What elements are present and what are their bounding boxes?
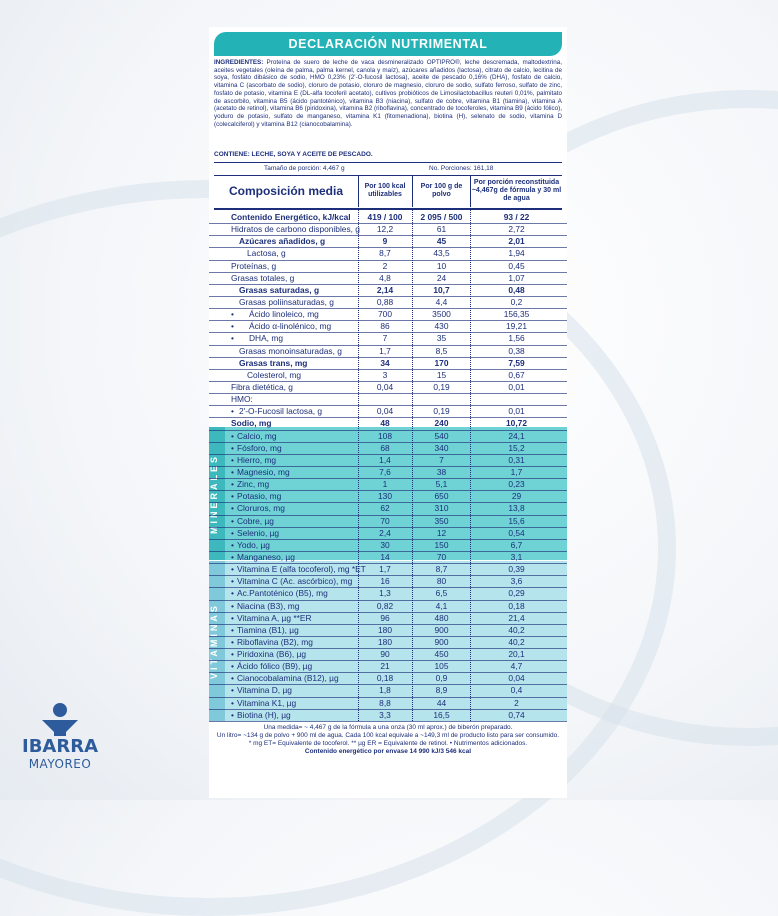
header-divider xyxy=(470,175,471,207)
nutrient-value-c1: 8,7 xyxy=(379,248,391,259)
table-row xyxy=(209,637,567,649)
nutrient-label: Cobre, µg xyxy=(237,515,274,526)
nutrient-value-c3: 20,1 xyxy=(508,649,525,660)
portion-row xyxy=(214,162,562,176)
table-row xyxy=(209,309,567,321)
footnote-energy-total: Contenido energético por envase 14 990 kJ/3 546 kcal xyxy=(304,748,472,756)
table-row xyxy=(209,649,567,661)
footnotes xyxy=(214,724,562,756)
nutrient-value-c1: 2 xyxy=(382,260,388,271)
added-nutrient-bullet-icon: • xyxy=(231,539,234,550)
nutrient-value-c1: 12,2 xyxy=(376,224,394,235)
nutrient-value-c1: 130 xyxy=(378,491,392,502)
nutrient-value-c3: 0,39 xyxy=(508,564,525,575)
nutrient-value-c2: 3500 xyxy=(432,309,451,320)
table-row xyxy=(209,321,567,333)
added-nutrient-bullet-icon: • xyxy=(231,466,234,477)
table-row xyxy=(209,273,567,285)
nutrient-label: Selenio, µg xyxy=(237,527,280,538)
nutrient-label: Sodio, mg xyxy=(231,418,272,429)
nutrient-value-c2: 70 xyxy=(436,551,447,562)
nutrient-value-c2: 10,7 xyxy=(433,284,450,295)
added-nutrient-bullet-icon: • xyxy=(231,600,234,611)
nutrient-value-c2: 650 xyxy=(434,491,449,502)
table-row xyxy=(209,479,567,491)
added-nutrient-bullet-icon: • xyxy=(231,442,234,453)
nutrient-value-c1: 0,04 xyxy=(376,381,394,392)
table-row xyxy=(209,685,567,697)
nutrient-label: Fósforo, mg xyxy=(237,442,282,453)
nutrient-value-c2: 8,7 xyxy=(435,564,448,575)
table-row xyxy=(209,467,567,479)
nutrient-value-c1: 1,3 xyxy=(379,588,391,599)
header-divider xyxy=(412,175,413,207)
nutrient-value-c3: 0,74 xyxy=(508,709,525,720)
nutrient-label: Riboflavina (B2), mg xyxy=(237,636,313,647)
nutrient-label: Biotina (H), µg xyxy=(237,709,291,720)
table-row xyxy=(209,333,567,345)
nutrient-value-c3: 40,2 xyxy=(508,636,525,647)
nutrient-label: Ac.Pantoténico (B5), mg xyxy=(237,588,328,599)
nutrient-label: Vitamina A, µg **ER xyxy=(237,612,312,623)
nutrient-value-c1: 0,04 xyxy=(376,406,394,417)
nutrient-value-c2: 35 xyxy=(436,333,447,344)
nutrient-value-c2: 38 xyxy=(436,466,447,477)
added-nutrient-bullet-icon: • xyxy=(231,479,234,490)
table-row xyxy=(209,673,567,685)
table-row xyxy=(209,625,567,637)
table-row xyxy=(209,455,567,467)
nutrient-value-c2: 16,5 xyxy=(433,709,450,720)
nutrient-value-c2: 80 xyxy=(436,576,447,587)
nutrition-label xyxy=(209,27,567,798)
nutrient-value-c1: 2,4 xyxy=(379,527,391,538)
nutrient-value-c1: 1,4 xyxy=(379,454,391,465)
nutrient-value-c2: 24 xyxy=(436,272,447,283)
ingredients-block xyxy=(214,59,562,128)
nutrient-value-c3: 40,2 xyxy=(508,624,525,635)
table-row xyxy=(209,588,567,600)
nutrient-label: Proteínas, g xyxy=(231,260,277,271)
nutrient-value-c1: 7 xyxy=(382,333,388,344)
table-row xyxy=(209,491,567,503)
nutrient-value-c1: 21 xyxy=(380,661,390,672)
nutrient-value-c1: 68 xyxy=(380,442,390,453)
table-row xyxy=(209,516,567,528)
nutrient-value-c2: 240 xyxy=(434,418,449,429)
added-nutrient-bullet-icon: • xyxy=(231,551,234,562)
nutrient-value-c2: 540 xyxy=(434,430,449,441)
nutrient-value-c3: 0,01 xyxy=(508,381,525,392)
nutrient-value-c3: 0,04 xyxy=(508,673,525,684)
nutrient-value-c3: 0,54 xyxy=(508,527,525,538)
nutrient-value-c3: 29 xyxy=(511,491,522,502)
added-nutrient-bullet-icon: • xyxy=(231,612,234,623)
nutrient-value-c3: 0,01 xyxy=(508,406,525,417)
nutrient-value-c1: 1,7 xyxy=(379,564,391,575)
added-nutrient-bullet-icon: • xyxy=(231,309,234,320)
nutrient-label: Yodo, µg xyxy=(237,539,270,550)
nutrient-value-c3: 2,72 xyxy=(508,224,525,235)
nutrient-value-c3: 15,2 xyxy=(508,442,525,453)
nutrient-value-c3: 0,48 xyxy=(508,284,525,295)
nutrient-label: Contenido Energético, kJ/kcal xyxy=(231,212,351,222)
nutrient-value-c1: 1,8 xyxy=(379,685,391,696)
table-row xyxy=(209,224,567,236)
nutrient-label: Ácido α-linolénico, mg xyxy=(249,321,332,332)
nutrient-label: Grasas trans, mg xyxy=(239,357,308,368)
table-row xyxy=(209,601,567,613)
table-row xyxy=(209,406,567,418)
table-row xyxy=(209,261,567,273)
nutrient-label: Niacina (B3), mg xyxy=(237,600,300,611)
nutrient-value-c2: 450 xyxy=(434,649,449,660)
table-row xyxy=(209,394,567,406)
nutrient-value-c2: 170 xyxy=(434,357,449,368)
nutrient-value-c2: 310 xyxy=(434,503,449,514)
nutrient-value-c3: 3,1 xyxy=(510,551,523,562)
added-nutrient-bullet-icon: • xyxy=(231,430,234,441)
nutrient-value-c3: 0,18 xyxy=(508,600,525,611)
nutrient-value-c3: 1,94 xyxy=(508,248,525,259)
portion-size: Tamaño de porción: 4,467 g xyxy=(264,165,345,172)
nutrient-value-c1: 1,7 xyxy=(379,345,391,356)
header-per-100kcal: Por 100 kcal utilizables xyxy=(364,183,406,198)
table-row xyxy=(209,564,567,576)
table-row xyxy=(209,661,567,673)
nutrient-label: Ácido fólico (B9), µg xyxy=(237,661,313,672)
nutrient-label: Fibra dietética, g xyxy=(231,381,293,392)
nutrient-value-c2: 8,5 xyxy=(435,345,448,356)
nutrient-value-c2: 4,4 xyxy=(435,296,448,307)
nutrient-value-c1: 180 xyxy=(378,636,392,647)
logo-name: IBARRA xyxy=(22,736,98,757)
nutrient-value-c1: 7,6 xyxy=(379,466,391,477)
footnote-liter: Un litro= ~134 g de polvo + 900 ml de agua. Cada 100 kcal equivale a ~149,3 ml de producto listo para ser consumido. xyxy=(216,732,560,740)
nutrient-value-c1: 4,8 xyxy=(379,272,391,283)
table-row xyxy=(209,698,567,710)
nutrient-value-c1: 2,14 xyxy=(376,284,394,295)
label-title: DECLARACIÓN NUTRIMENTAL xyxy=(214,32,562,56)
nutrient-value-c1: 30 xyxy=(380,539,390,550)
nutrient-label: Hierro, mg xyxy=(237,454,277,465)
nutrient-label: Grasas poliinsaturadas, g xyxy=(239,296,334,307)
nutrient-value-c2: 2 095 / 500 xyxy=(420,212,463,222)
nutrient-label: Vitamina E (alfa tocoferol), mg *ET xyxy=(237,564,366,575)
nutrient-value-c3: 93 / 22 xyxy=(503,212,530,222)
nutrient-value-c3: 4,7 xyxy=(510,661,523,672)
nutrient-value-c3: 15,6 xyxy=(508,515,525,526)
nutrient-label: 2'-O-Fucosil lactosa, g xyxy=(239,406,323,417)
nutrient-label: Grasas totales, g xyxy=(231,272,295,283)
table-row xyxy=(209,285,567,297)
nutrient-value-c1: 0,88 xyxy=(376,296,394,307)
nutrient-label: HMO: xyxy=(231,394,253,405)
nutrient-value-c3: 13,8 xyxy=(508,503,525,514)
added-nutrient-bullet-icon: • xyxy=(231,333,234,344)
added-nutrient-bullet-icon: • xyxy=(231,661,234,672)
nutrient-value-c2: 0,19 xyxy=(433,406,450,417)
nutrient-value-c1: 108 xyxy=(378,430,392,441)
table-row xyxy=(209,540,567,552)
nutrient-label: DHA, mg xyxy=(249,333,283,344)
nutrient-value-c3: 0,4 xyxy=(510,685,523,696)
added-nutrient-bullet-icon: • xyxy=(231,649,234,660)
nutrient-value-c1: 14 xyxy=(380,551,390,562)
added-nutrient-bullet-icon: • xyxy=(231,685,234,696)
nutrient-value-c1: 700 xyxy=(378,309,392,320)
nutrient-value-c3: 3,6 xyxy=(510,576,523,587)
added-nutrient-bullet-icon: • xyxy=(231,406,234,417)
nutrient-value-c3: 0,31 xyxy=(508,454,525,465)
ingredients-label: INGREDIENTES: xyxy=(214,59,264,66)
header-per-portion: Por porción reconstituida ~4,467g de fórmula y 30 ml de agua xyxy=(471,179,562,202)
added-nutrient-bullet-icon: • xyxy=(231,491,234,502)
nutrient-value-c2: 900 xyxy=(434,636,449,647)
nutrient-label: Azúcares añadidos, g xyxy=(239,236,326,247)
nutrient-value-c2: 45 xyxy=(436,236,447,247)
nutrient-value-c1: 0,82 xyxy=(376,600,394,611)
nutrient-value-c2: 44 xyxy=(436,697,447,708)
nutrient-value-c1: 9 xyxy=(382,236,388,247)
nutrient-label: Vitamina C (Ac. ascórbico), mg xyxy=(237,576,353,587)
nutrient-label: Grasas saturadas, g xyxy=(239,284,320,295)
nutrient-value-c3: 24,1 xyxy=(508,430,525,441)
added-nutrient-bullet-icon: • xyxy=(231,709,234,720)
added-nutrient-bullet-icon: • xyxy=(231,564,234,575)
nutrient-value-c3: 0,67 xyxy=(508,369,525,380)
ingredients-text: Proteína de suero de leche de vaca desmineralizado OPTIPRO®, leche descremada, maltodextrina, aceites vegetales (oleína de palma, palma kernel, canola y maíz), azúcares añadidos (lactosa), citrato de calcio, lecitina de soya, fosfato dibásico de sodio, HMO 0,23% (2'-O-fucosil lactosa), aceite de pescado 0,16% (DHA), fosfato de calcio, vitamina C (ascorbato de sodio), cloruro de potasio, cloruro de magnesio, cloruro de sodio, sulfato ferroso, sulfato de zinc, fosfato de potasio, vitamina E (DL-alfa tocoferil acetato), cultivos probióticos de Limosilactobacillus reuteri 0,01%, palmitato de ascorbilo, vitamina B5 (ácido pantoténico), vitamina B3 (niacina), sulfato de cobre, vitamina B1 (tiamina), vitamina A (acetato de retinol), vitamina B6 (piridoxina), vitamina B2 (riboflavina), concentrado de tocoferoles, vitamina B9 (ácido fólico), yoduro de potasio, sulfato de manganeso, vitamina K1 (fitomenadiona), biotina (H), selenato de sodio, vitamina D (colecalciferol) y vitamina B12 (cianocobalamina). xyxy=(214,59,562,128)
table-row xyxy=(209,212,567,224)
nutrient-value-c1: 419 / 100 xyxy=(367,212,403,222)
logo-subtitle: MAYOREO xyxy=(28,757,92,771)
nutrient-value-c1: 1 xyxy=(382,479,388,490)
nutrient-label: Potasio, mg xyxy=(237,491,282,502)
table-row xyxy=(209,613,567,625)
nutrient-value-c2: 0,19 xyxy=(433,381,450,392)
footnote-measure: Una medida= ~ 4,467 g de la fórmula a una onza (30 ml aprox.) de biberón preparado. xyxy=(263,724,513,731)
added-nutrient-bullet-icon: • xyxy=(231,673,234,684)
nutrient-value-c3: 0,45 xyxy=(508,260,525,271)
table-row xyxy=(209,370,567,382)
nutrient-value-c2: 15 xyxy=(436,369,447,380)
nutrient-label: Ácido linoleico, mg xyxy=(249,309,319,320)
table-row xyxy=(209,503,567,515)
nutrient-value-c2: 0,9 xyxy=(435,673,448,684)
nutrient-label: Magnesio, mg xyxy=(237,466,290,477)
added-nutrient-bullet-icon: • xyxy=(231,503,234,514)
nutrient-value-c3: 1,56 xyxy=(508,333,525,344)
nutrient-label: Cianocobalamina (B12), µg xyxy=(237,673,339,684)
nutrient-label: Colesterol, mg xyxy=(247,369,301,380)
nutrient-value-c1: 0,18 xyxy=(376,673,394,684)
table-row xyxy=(209,236,567,248)
table-row xyxy=(209,382,567,394)
nutrient-value-c1: 16 xyxy=(380,576,390,587)
nutrient-table xyxy=(209,212,567,722)
portion-count: No. Porciones: 161,18 xyxy=(429,165,494,172)
nutrient-value-c1: 3,3 xyxy=(379,709,391,720)
footnote-equivalents: * mg ET= Equivalente de tocoferol. ** µg ER = Equivalente de retinol. • Nutrimentos adicionados. xyxy=(248,740,528,748)
nutrient-value-c2: 150 xyxy=(434,539,449,550)
nutrient-value-c3: 0,2 xyxy=(510,296,523,307)
nutrient-value-c2: 900 xyxy=(434,624,449,635)
table-row xyxy=(209,552,567,564)
nutrient-value-c1: 3 xyxy=(382,369,388,380)
nutrient-value-c1: 62 xyxy=(380,503,390,514)
table-row xyxy=(209,710,567,722)
nutrient-value-c3: 0,38 xyxy=(508,345,525,356)
nutrient-value-c2: 8,9 xyxy=(435,685,448,696)
header-divider xyxy=(358,175,359,207)
nutrient-label: Grasas monoinsaturadas, g xyxy=(239,345,342,356)
added-nutrient-bullet-icon: • xyxy=(231,636,234,647)
nutrient-value-c2: 12 xyxy=(436,527,447,538)
table-row xyxy=(209,528,567,540)
nutrient-label: Vitamina D, µg xyxy=(237,685,292,696)
nutrient-value-c3: 19,21 xyxy=(506,321,527,332)
table-row xyxy=(209,248,567,260)
added-nutrient-bullet-icon: • xyxy=(231,454,234,465)
minerals-section-label: MINERALES xyxy=(209,427,225,560)
nutrient-value-c1: 8,8 xyxy=(379,697,391,708)
nutrient-value-c2: 430 xyxy=(434,321,449,332)
nutrient-value-c3: 1,7 xyxy=(510,466,523,477)
nutrient-label: Vitamina K1, µg xyxy=(237,697,297,708)
nutrient-label: Hidratos de carbono disponibles, g xyxy=(231,224,360,235)
added-nutrient-bullet-icon: • xyxy=(231,515,234,526)
nutrient-value-c2: 480 xyxy=(434,612,449,623)
table-row xyxy=(209,443,567,455)
nutrient-value-c2: 6,5 xyxy=(435,588,448,599)
allergen-statement: CONTIENE: LECHE, SOYA Y ACEITE DE PESCADO. xyxy=(214,151,373,158)
added-nutrient-bullet-icon: • xyxy=(231,588,234,599)
nutrient-value-c1: 96 xyxy=(380,612,390,623)
added-nutrient-bullet-icon: • xyxy=(231,697,234,708)
table-row xyxy=(209,297,567,309)
nutrient-value-c3: 1,07 xyxy=(508,272,525,283)
added-nutrient-bullet-icon: • xyxy=(231,321,234,332)
nutrient-label: Manganeso, µg xyxy=(237,551,295,562)
nutrient-value-c3: 156,35 xyxy=(503,309,530,320)
nutrient-label: Zinc, mg xyxy=(237,479,270,490)
nutrient-value-c3: 0,23 xyxy=(508,479,525,490)
nutrient-value-c1: 86 xyxy=(380,321,390,332)
nutrient-value-c2: 10 xyxy=(436,260,447,271)
table-row xyxy=(209,358,567,370)
nutrient-value-c1: 180 xyxy=(378,624,392,635)
nutrient-value-c3: 10,72 xyxy=(506,418,527,429)
nutrient-value-c3: 6,7 xyxy=(510,539,523,550)
nutrient-value-c1: 48 xyxy=(380,418,390,429)
nutrient-value-c3: 21,4 xyxy=(508,612,525,623)
header-per-100g: Por 100 g de polvo xyxy=(420,183,463,198)
nutrient-value-c2: 5,1 xyxy=(435,479,448,490)
table-row xyxy=(209,346,567,358)
nutrient-value-c1: 70 xyxy=(380,515,390,526)
nutrient-value-c2: 61 xyxy=(436,224,447,235)
nutrient-value-c3: 0,29 xyxy=(508,588,525,599)
nutrient-value-c3: 2 xyxy=(514,697,519,708)
nutrient-label: Calcio, mg xyxy=(237,430,277,441)
nutrient-label: Piridoxina (B6), µg xyxy=(237,649,307,660)
added-nutrient-bullet-icon: • xyxy=(231,624,234,635)
table-row xyxy=(209,576,567,588)
nutrient-value-c3: 7,59 xyxy=(508,357,525,368)
table-row xyxy=(209,418,567,430)
header-rule xyxy=(214,208,562,210)
nutrient-value-c2: 350 xyxy=(434,515,449,526)
nutrient-label: Cloruros, mg xyxy=(237,503,285,514)
nutrient-value-c2: 340 xyxy=(434,442,449,453)
nutrient-value-c2: 4,1 xyxy=(435,600,448,611)
table-row xyxy=(209,431,567,443)
added-nutrient-bullet-icon: • xyxy=(231,576,234,587)
nutrient-value-c2: 43,5 xyxy=(433,248,450,259)
nutrient-value-c3: 2,01 xyxy=(508,236,525,247)
nutrient-label: Lactosa, g xyxy=(247,248,286,259)
nutrient-value-c1: 34 xyxy=(380,357,390,368)
nutrient-label: Tiamina (B1), µg xyxy=(237,624,299,635)
nutrient-value-c2: 7 xyxy=(439,454,444,465)
nutrient-value-c1: 90 xyxy=(380,649,390,660)
nutrient-value-c2: 105 xyxy=(434,661,449,672)
header-composition: Composición media xyxy=(228,184,344,198)
added-nutrient-bullet-icon: • xyxy=(231,527,234,538)
vitamins-section-label: VITAMINAS xyxy=(209,561,225,721)
